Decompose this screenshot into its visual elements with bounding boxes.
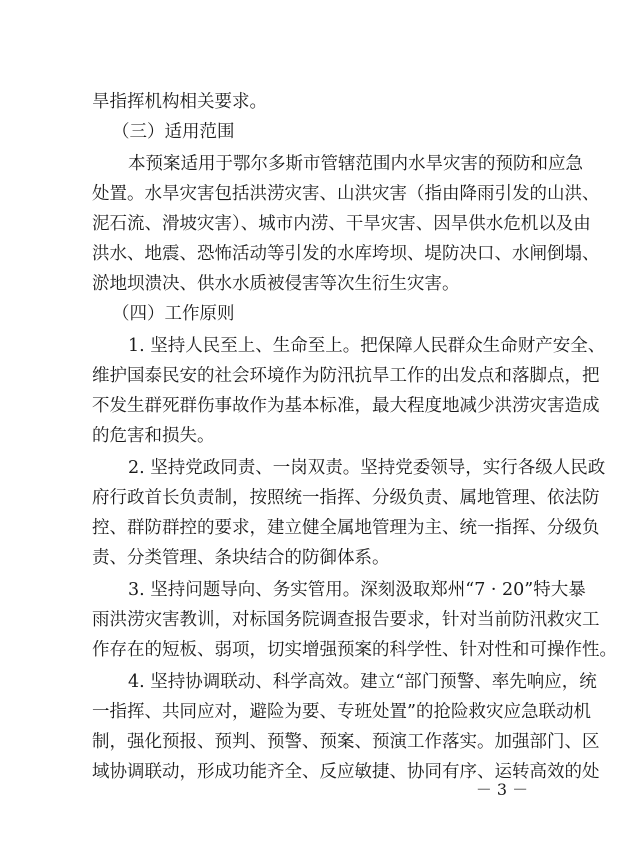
text-line: 2. 坚持党政同责、一岗双责。坚持党委领导，实行各级人民政 [128,458,606,478]
text-line: 处置。水旱灾害包括洪涝灾害、山洪灾害（指由降雨引发的山洪、 [92,184,600,204]
text-line: 泥石流、滑坡灾害）、城市内涝、干旱灾害、因旱供水危机以及由 [92,214,591,234]
text-line: 4. 坚持协调联动、科学高效。建立“部门预警、率先响应，统 [128,672,597,692]
page-number: － 3 － [475,780,529,799]
text-line: 控、群防群控的要求，建立健全属地管理为主、统一指挥、分级负 [92,518,600,538]
text-line: 不发生群死群伤事故作为基本标准，最大程度地减少洪涝灾害造成 [92,396,600,416]
text-line: 的危害和损失。 [92,426,215,446]
section-heading-principles: （四）工作原则 [112,304,235,324]
text-line: 作存在的短板、弱项，切实增强预案的科学性、针对性和可操作性。 [92,640,617,660]
text-line: 雨洪涝灾害教训，对标国务院调查报告要求，针对当前防汛救灾工 [92,610,600,630]
text-line: 1. 坚持人民至上、生命至上。把保障人民群众生命财产安全、 [128,336,606,356]
text-line: 责、分类管理、条块结合的防御体系。 [92,548,390,568]
text-line: 维护国泰民安的社会环境作为防汛抗旱工作的出发点和落脚点，把 [92,366,600,386]
section-heading-scope: （三）适用范围 [112,122,235,142]
text-line: 旱指挥机构相关要求。 [92,92,267,112]
text-line: 制，强化预报、预判、预警、预案、预演工作落实。加强部门、区 [92,732,600,752]
text-line: 淤地坝溃决、供水水质被侵害等次生衍生灾害。 [92,274,460,294]
text-line: 本预案适用于鄂尔多斯市管辖范围内水旱灾害的预防和应急 [128,154,583,174]
text-line: 一指挥、共同应对，避险为要、专班处置”的抢险救灾应急联动机 [92,702,591,722]
text-line: 洪水、地震、恐怖活动等引发的水库垮坝、堤防决口、水闸倒塌、 [92,244,600,264]
text-line: 府行政首长负责制，按照统一指挥、分级负责、属地管理、依法防 [92,488,600,508]
text-line: 3. 坚持问题导向、务实管用。深刻汲取郑州“7 · 20”特大暴 [128,580,586,600]
text-line: 域协调联动，形成功能齐全、反应敏捷、协同有序、运转高效的处 [92,762,600,782]
